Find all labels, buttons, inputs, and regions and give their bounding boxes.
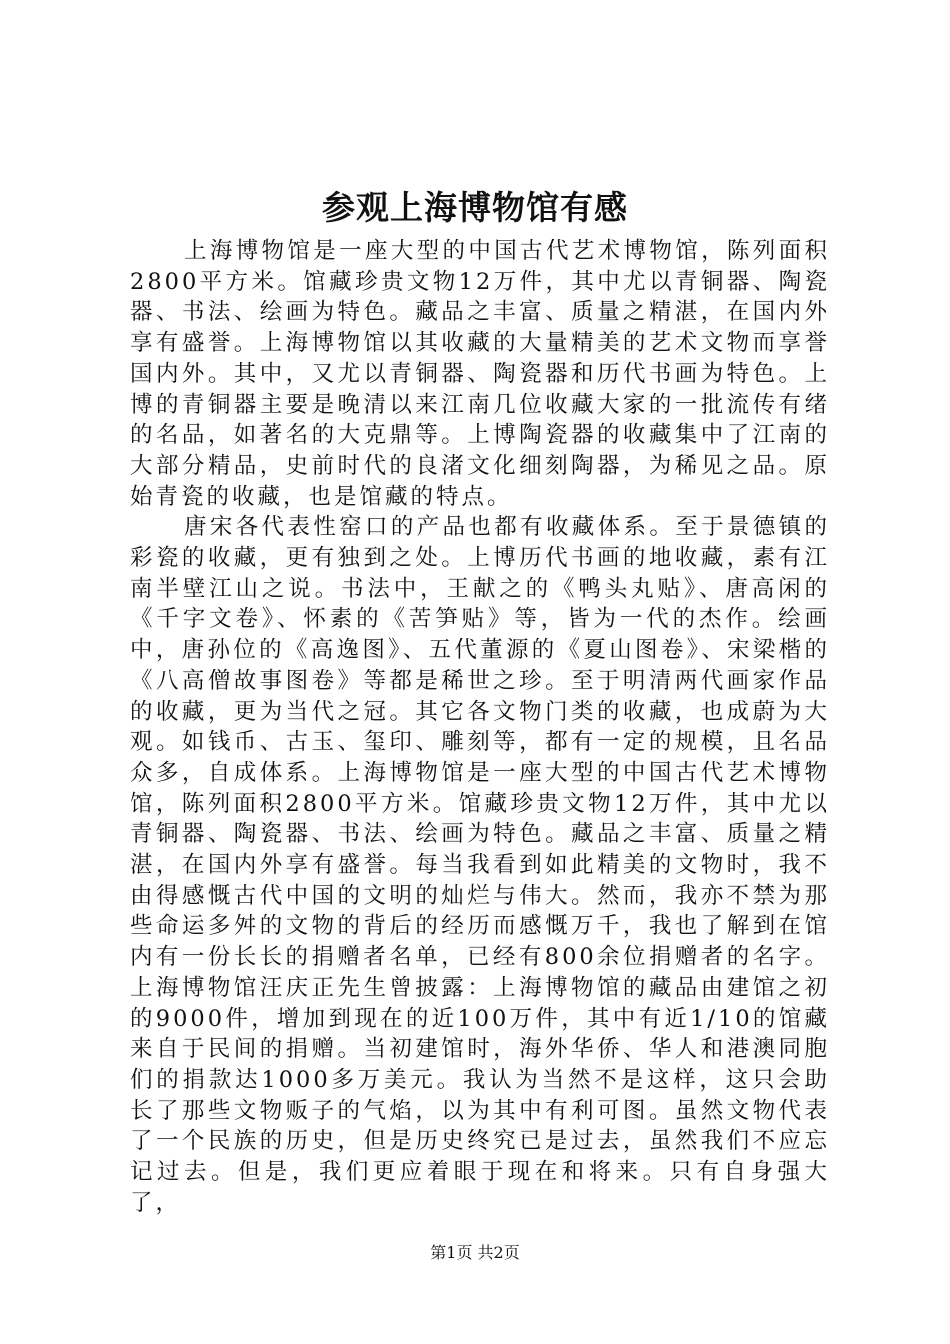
- document-body: [130, 236, 830, 1219]
- paragraph-1: 上海博物馆是一座大型的中国古代艺术博物馆，陈列面积2800平方米。馆藏珍贵文物12万件，其中尤以青铜器、陶瓷器、书法、绘画为特色。藏品之丰富、质量之精湛，在国内外享有盛誉。上海博物馆以其收藏的大量精美的艺术文物而享誉国内外。其中，又尤以青铜器、陶瓷器和历代书画为特色。上博的青铜器主要是晚清以来江南几位收藏大家的一批流传有绪的名品，如著名的大克鼎等。上博陶瓷器的收藏集中了江南的大部分精品，史前时代的良渚文化细刻陶器，为稀见之品。原始青瓷的收藏，也是馆藏的特点。: [130, 238, 830, 510]
- page-footer: 第1页 共2页: [430, 1243, 520, 1262]
- paragraph-2: 唐宋各代表性窑口的产品也都有收藏体系。至于景德镇的彩瓷的收藏，更有独到之处。上博历代书画的地收藏，素有江南半壁江山之说。书法中，王献之的《鸭头丸贴》、唐高闲的《千字文卷》、怀素的《苦笋贴》等，皆为一代的杰作。绘画中，唐孙位的《高逸图》、五代董源的《夏山图卷》、宋梁楷的《八高僧故事图卷》等都是稀世之珍。至于明清两代画家作品的收藏，更为当代之冠。其它各文物门类的收藏，也成蔚为大观。如钱币、古玉、玺印、雕刻等，都有一定的规模，且名品众多，自成体系。上海博物馆是一座大型的中国古代艺术博物馆，陈列面积2800平方米。馆藏珍贵文物12万件，其中尤以青铜器、陶瓷器、书法、绘画为特色。藏品之丰富、质量之精湛，在国内外享有盛誉。每当我看到如此精美的文物时，我不由得感慨古代中国的文明的灿烂与伟大。然而，我亦不禁为那些命运多舛的文物的背后的经历而感慨万千，我也了解到在馆内有一份长长的捐赠者名单，已经有800余位捐赠者的名字。上海博物馆汪庆正先生曾披露：上海博物馆的藏品由建馆之初的9000件，增加到现在的近100万件，其中有近1/10的馆藏来自于民间的捐赠。当初建馆时，海外华侨、华人和港澳同胞们的捐款达1000多万美元。我认为当然不是这样，这只会助长了那些文物贩子的气焰，以为其中有利可图。虽然文物代表了一个民族的历史，但是历史终究已是过去，虽然我们不应忘记过去。但是，我们更应着眼于现在和将来。只有自身强大了，: [130, 514, 830, 1216]
- document-title: 参观上海博物馆有感: [322, 188, 628, 227]
